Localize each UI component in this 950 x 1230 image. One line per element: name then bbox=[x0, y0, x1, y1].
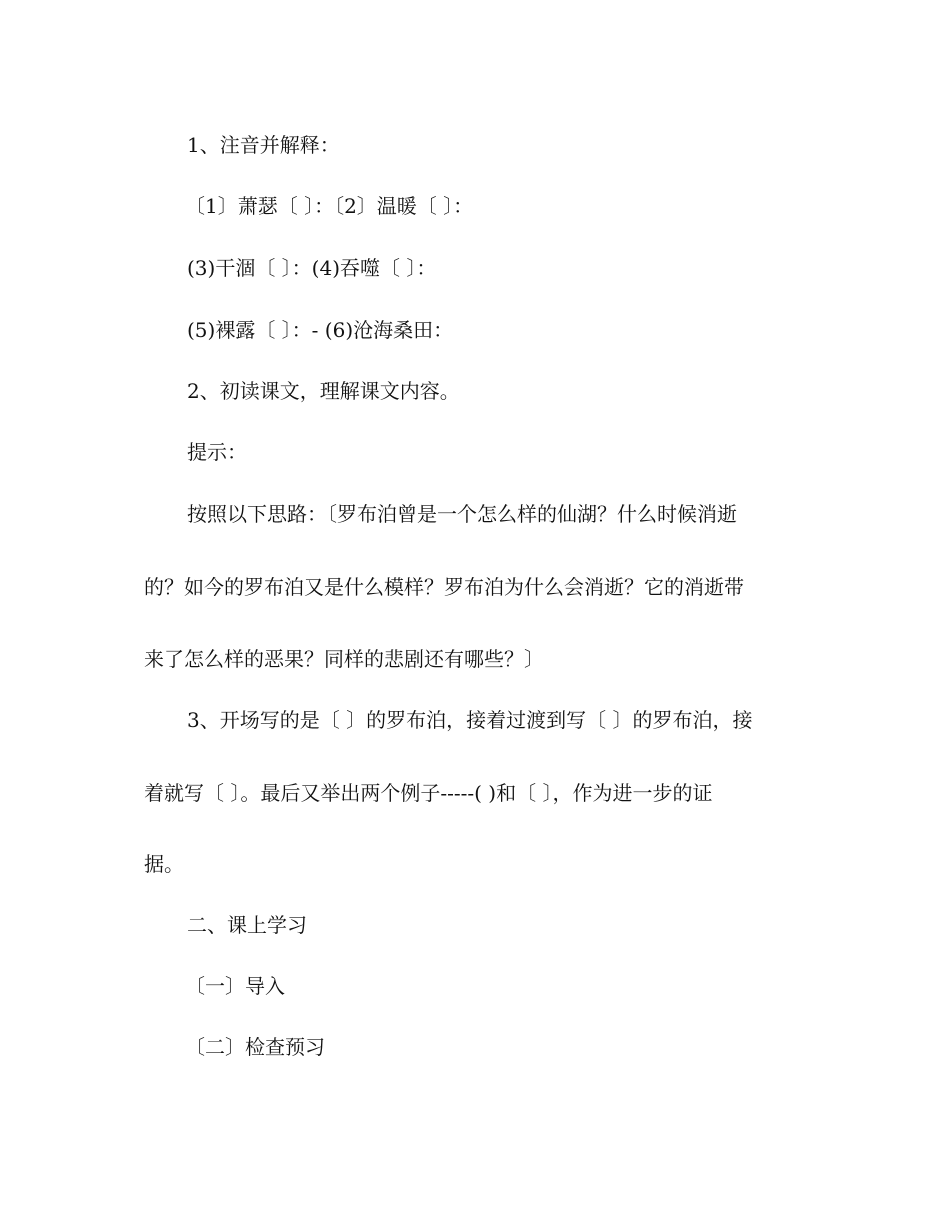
question-1-heading: 1、注音并解释： bbox=[187, 133, 340, 157]
subsection-intro: 〔一〕导入 bbox=[185, 974, 285, 998]
question-2-heading: 2、初读课文，理解课文内容。 bbox=[187, 379, 460, 403]
vocab-line-1: 〔1〕萧瑟〔 〕：〔2〕温暖〔 〕： bbox=[185, 194, 474, 218]
question-3-line-1: 3、开场写的是〔 〕的罗布泊，接着过渡到写〔 〕的罗布泊，接 bbox=[187, 708, 753, 732]
subsection-preview-check: 〔二〕检查预习 bbox=[185, 1035, 325, 1059]
vocab-line-3: (5)裸露〔 〕：- (6)沧海桑田： bbox=[187, 318, 454, 342]
hint-label: 提示： bbox=[187, 440, 247, 464]
hint-paragraph-line-2: 的？如今的罗布泊又是什么模样？罗布泊为什么会消逝？它的消逝带 bbox=[144, 575, 744, 599]
hint-paragraph-line-1: 按照以下思路：〔罗布泊曾是一个怎么样的仙湖？什么时候消逝 bbox=[187, 502, 737, 526]
hint-paragraph-line-3: 来了怎么样的恶果？同样的悲剧还有哪些？〕 bbox=[144, 647, 544, 671]
section-2-heading: 二、课上学习 bbox=[187, 913, 307, 937]
vocab-line-2: (3)干涸〔 〕：(4)吞噬〔 〕： bbox=[187, 256, 437, 280]
question-3-line-2: 着就写〔 〕。最后又举出两个例子-----( )和〔 〕，作为进一步的证 bbox=[144, 781, 713, 805]
question-3-line-3: 据。 bbox=[144, 852, 184, 876]
